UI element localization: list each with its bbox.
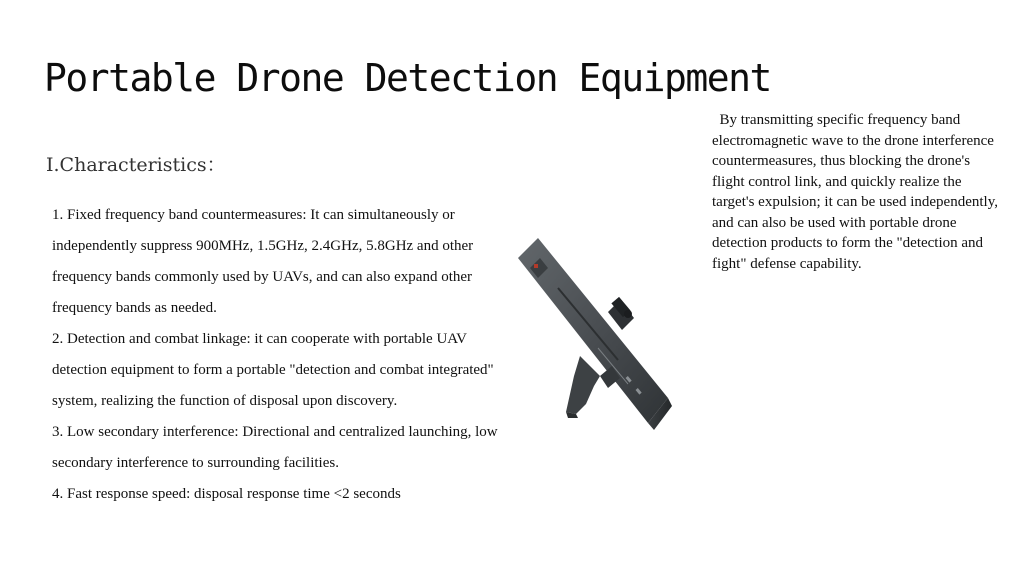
handheld-drone-jammer-image <box>508 228 678 440</box>
page-title: Portable Drone Detection Equipment <box>44 56 771 100</box>
characteristic-item-1: 1. Fixed frequency band countermeasures: It can simultaneously or independently suppress 900MHz, 1.5GHz, 2.4GHz, 5.8GHz and other frequency bands commonly used by UAVs, and can also expand other frequency bands as needed. <box>52 207 474 316</box>
device-body <box>518 234 672 430</box>
characteristic-item-2: 2. Detection and combat linkage: it can cooperate with portable UAV detection equipment to form a portable "detection and combat integrated" system, realizing the function of disposal upon discovery. <box>52 331 494 409</box>
characteristic-item-4: 4. Fast response speed: disposal response time <2 seconds <box>52 486 401 502</box>
description-paragraph <box>712 110 1002 274</box>
description-text: By transmitting specific frequency band electromagnetic wave to the drone interference countermeasures, thus blocking the drone's flight control link, and quickly realize the target's expulsion; it can be used independently, and can also be used with portable drone detection products to form the "detection and fight" defense capability. <box>712 112 998 272</box>
characteristics-list <box>52 200 502 510</box>
characteristic-item-3: 3. Low secondary interference: Directional and centralized launching, low secondary interference to surrounding facilities. <box>52 424 498 471</box>
section-heading-characteristics: I.Characteristics： <box>46 154 226 176</box>
